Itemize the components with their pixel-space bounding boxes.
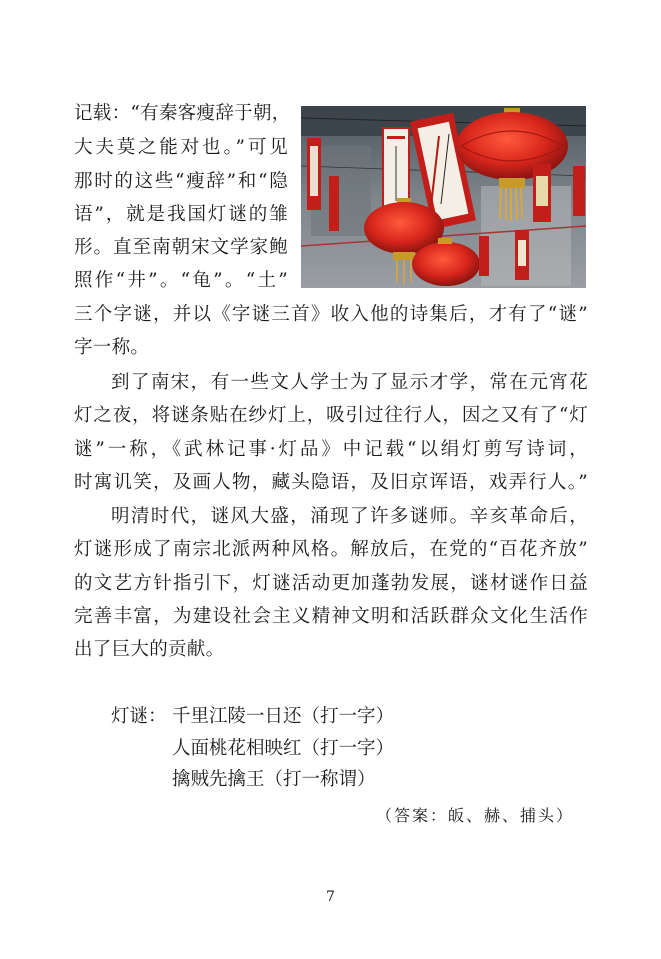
text-line: 那时的这些“瘦辞”和“隐 <box>74 171 288 192</box>
text-line: 到了南宋，有一些文人学士为了显示才学，常在元宵花 <box>111 372 588 393</box>
text-line: 语”，就是我国灯谜的雏 <box>74 204 288 225</box>
riddle-item: 千里江陵一日还（打一字） <box>172 706 395 727</box>
text-line: 字一称。 <box>74 337 150 358</box>
text-line: 明清时代，谜风大盛，涌现了许多谜师。辛亥革命后， <box>111 506 588 527</box>
text-line: 灯之夜，将谜条贴在纱灯上，吸引过往行人，因之又有了“灯 <box>74 405 588 426</box>
text-line: 记载：“有秦客瘦辞于朝， <box>74 103 291 124</box>
text-line: 谜”一称，《武林记事·灯品》中记载“以绢灯剪写诗词， <box>74 439 588 460</box>
text-line: 出了巨大的贡献。 <box>74 639 225 660</box>
text-line: 三个字谜，并以《字谜三首》收入他的诗集后，才有了“谜” <box>74 304 588 325</box>
text-line: 灯谜形成了南宗北派两种风格。解放后，在党的“百花齐放” <box>74 539 588 560</box>
text-line: 照作“井”。“龟”。“土” <box>74 270 288 291</box>
riddle-label: 灯谜： <box>111 706 167 727</box>
text-line: 大夫莫之能对也。”可见 <box>74 137 288 158</box>
red-lanterns-photo <box>301 106 586 288</box>
text-line: 完善丰富，为建设社会主义精神文明和活跃群众文化生活作 <box>74 606 588 627</box>
riddle-item: 擒贼先擒王（打一称谓） <box>172 769 376 790</box>
text-line: 的文艺方针指引下，灯谜活动更加蓬勃发展，谜材谜作日益 <box>74 573 588 594</box>
page-number: 7 <box>326 889 335 905</box>
riddle-item: 人面桃花相映红（打一字） <box>172 738 395 759</box>
riddle-answer: （答案：皈、赫、捕头） <box>376 806 575 825</box>
text-line: 时寓讥笑，及画人物，藏头隐语，及旧京诨语，戏弄行人。” <box>74 472 588 493</box>
text-line: 形。直至南朝宋文学家鲍 <box>74 237 288 258</box>
